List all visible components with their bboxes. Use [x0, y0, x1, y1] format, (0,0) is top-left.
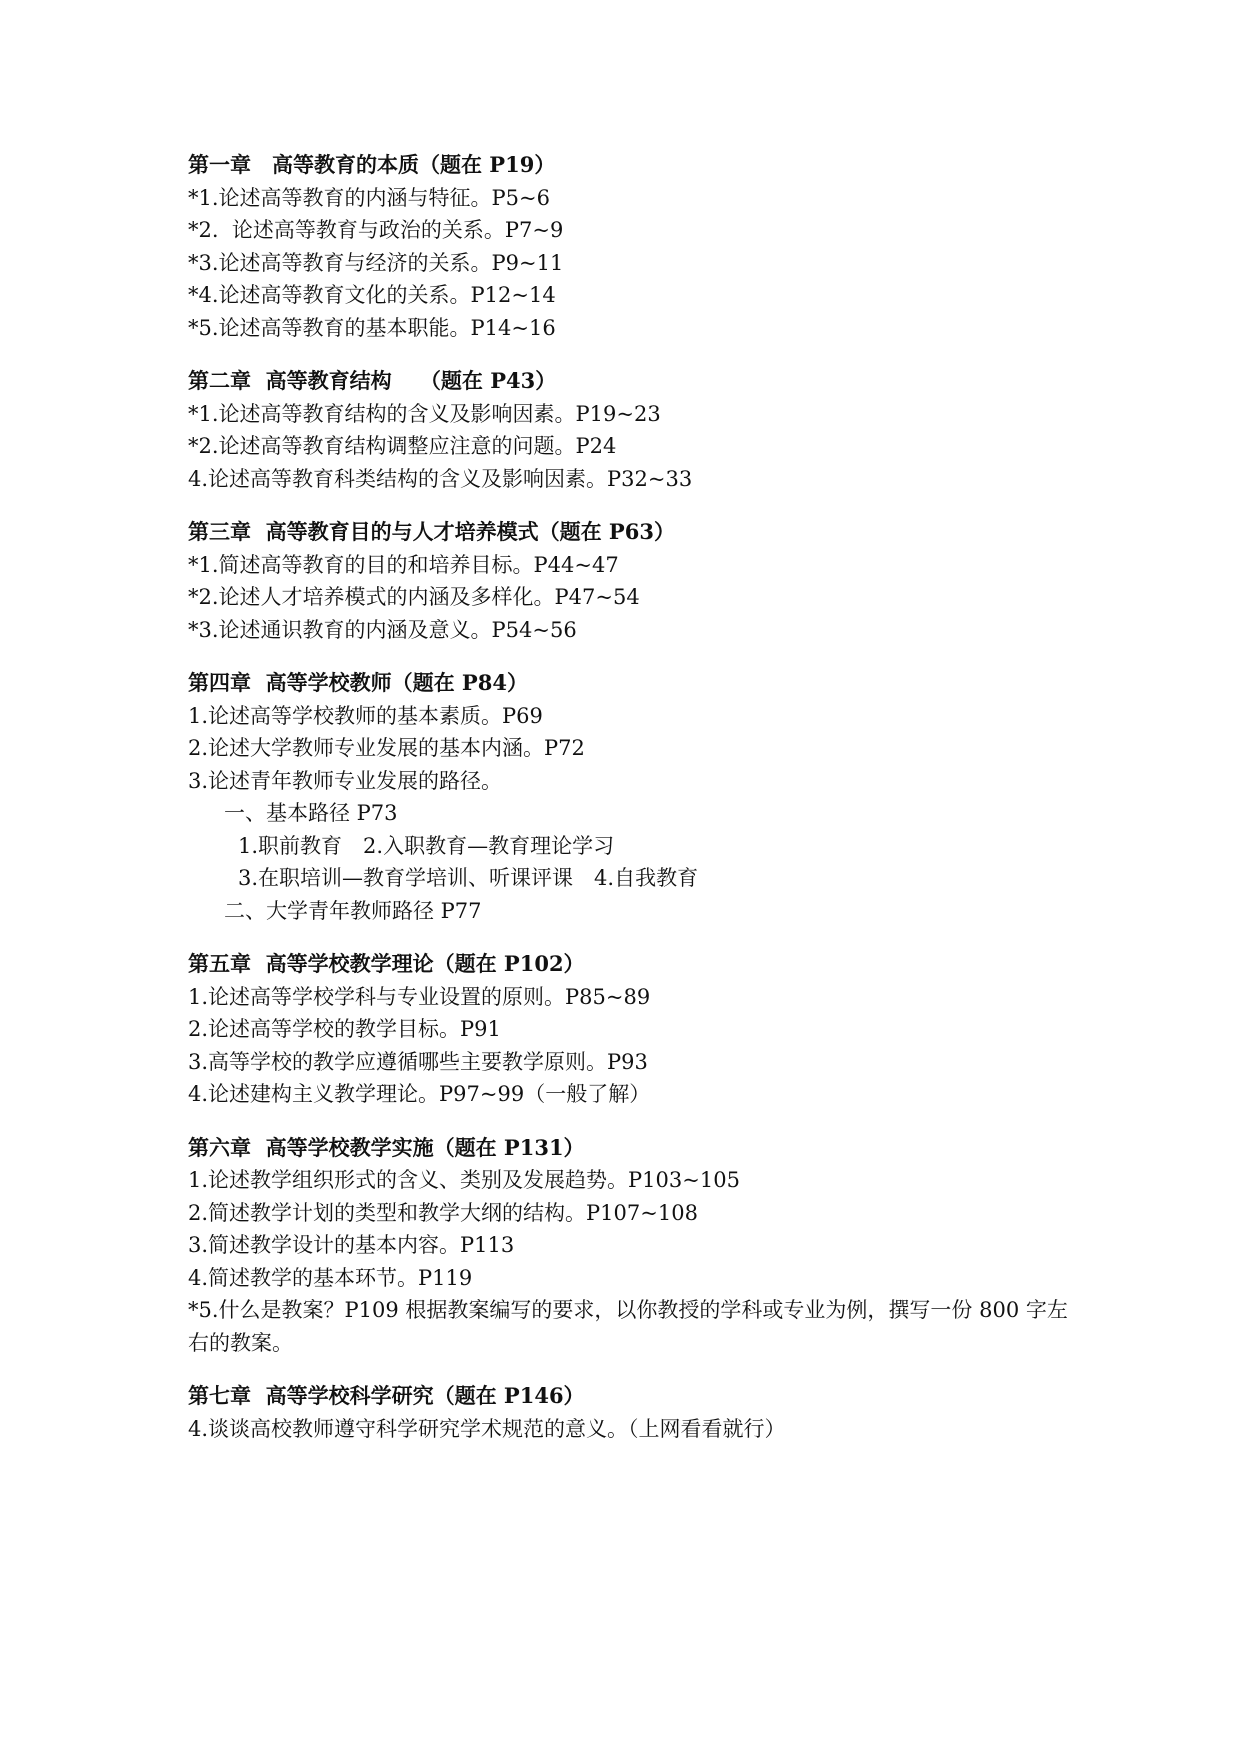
- chapter-title: 第一章 高等教育的本质（题在 P19）: [188, 152, 556, 177]
- question-item: *2.论述高等教育结构调整应注意的问题。P24: [188, 434, 617, 458]
- sub-item: 一、基本路径 P73: [224, 801, 398, 825]
- chapter-title: 第五章 高等学校教学理论（题在 P102）: [188, 951, 585, 976]
- chapter-title: 第六章 高等学校教学实施（题在 P131）: [188, 1134, 585, 1160]
- chapter-section: [188, 667, 1068, 927]
- question-item: *3.论述通识教育的内涵及意义。P54~56: [188, 617, 577, 642]
- chapter-title: 第七章 高等学校科学研究（题在 P146）: [188, 1383, 585, 1408]
- chapter-section: [188, 1380, 1068, 1445]
- document-content: [188, 149, 1068, 1466]
- chapter-section: [188, 516, 1068, 646]
- chapter-title: 第二章 高等教育结构 （题在 P43）: [188, 368, 557, 393]
- question-item: 3.论述青年教师专业发展的路径。: [188, 768, 503, 793]
- chapter-section: [188, 1132, 1068, 1360]
- chapter-section: [188, 948, 1068, 1111]
- question-item: 4.简述教学的基本环节。P119: [188, 1265, 473, 1290]
- chapter-section: [188, 365, 1068, 495]
- question-item: *5.论述高等教育的基本职能。P14~16: [188, 315, 556, 340]
- question-item: *3.论述高等教育与经济的关系。P9~11: [188, 250, 564, 275]
- question-item: *1.论述高等教育的内涵与特征。P5~6: [188, 185, 550, 210]
- sub-item: 1.职前教育 2.入职教育—教育理论学习: [238, 833, 615, 858]
- question-item: 2.论述高等学校的教学目标。P91: [188, 1017, 501, 1041]
- question-item: 4.谈谈高校教师遵守科学研究学术规范的意义。（上网看看就行）: [188, 1416, 786, 1441]
- question-item: 1.论述教学组织形式的含义、类别及发展趋势。P103~105: [188, 1168, 740, 1192]
- question-item: 1.论述高等学校学科与专业设置的原则。P85~89: [188, 984, 651, 1009]
- question-item: *1.简述高等教育的目的和培养目标。P44~47: [188, 552, 619, 577]
- chapter-section: [188, 149, 1068, 344]
- question-item: 2.简述教学计划的类型和教学大纲的结构。P107~108: [188, 1200, 698, 1225]
- chapter-title: 第三章 高等教育目的与人才培养模式（题在 P63）: [188, 519, 675, 544]
- question-item: 1.论述高等学校教师的基本素质。P69: [188, 703, 543, 728]
- question-item: 4.论述建构主义教学理论。P97~99（一般了解）: [188, 1082, 651, 1106]
- sub-item: 二、大学青年教师路径 P77: [224, 898, 482, 923]
- sub-item: 3.在职培训—教育学培训、听课评课 4.自我教育: [238, 866, 699, 890]
- chapter-title: 第四章 高等学校教师（题在 P84）: [188, 670, 528, 695]
- question-item: *2.论述人才培养模式的内涵及多样化。P47~54: [188, 585, 640, 609]
- question-item: *1.论述高等教育结构的含义及影响因素。P19~23: [188, 401, 661, 426]
- question-item: *4.论述高等教育文化的关系。P12~14: [188, 283, 556, 307]
- question-item: 3.高等学校的教学应遵循哪些主要教学原则。P93: [188, 1049, 648, 1074]
- question-item: *5.什么是教案？P109 根据教案编写的要求，以你教授的学科或专业为例，撰写一份 800 字左右的教案。: [188, 1298, 1068, 1355]
- question-item: 3.简述教学设计的基本内容。P113: [188, 1233, 515, 1257]
- question-item: 2.论述大学教师专业发展的基本内涵。P72: [188, 736, 585, 760]
- question-item: 4.论述高等教育科类结构的含义及影响因素。P32~33: [188, 466, 693, 491]
- question-item: *2. 论述高等教育与政治的关系。P7~9: [188, 218, 564, 242]
